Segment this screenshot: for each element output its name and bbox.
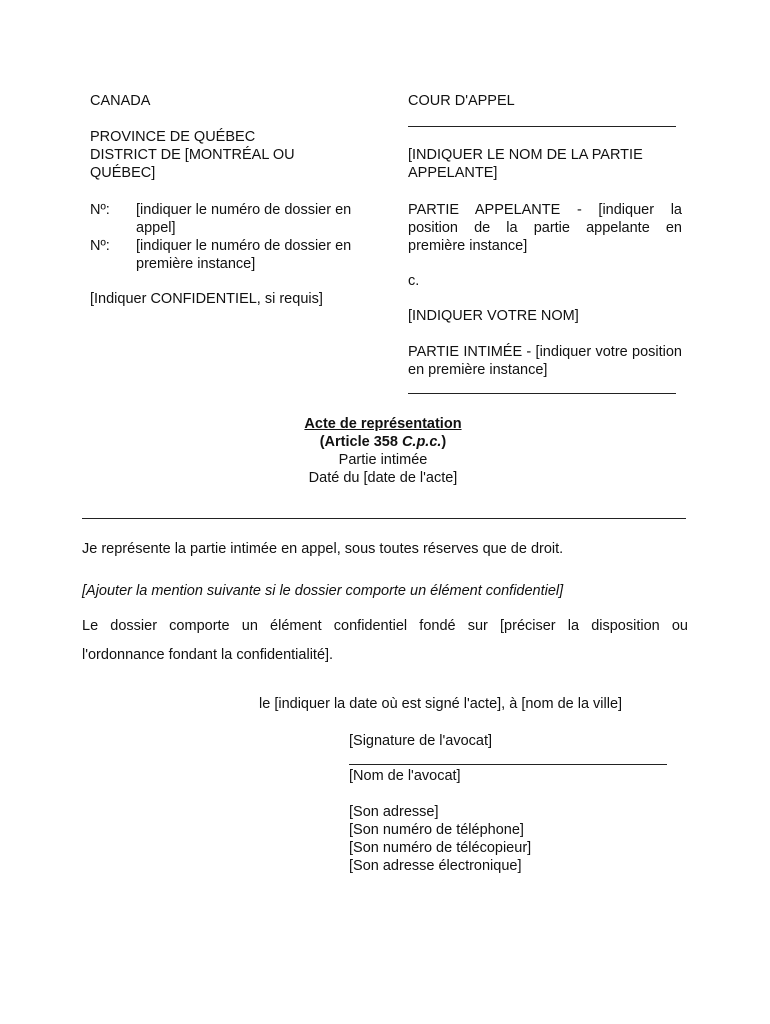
- article-code: C.p.c.: [401, 434, 442, 450]
- file-number-label: Nº:: [90, 238, 110, 254]
- article-prefix: (Article 358: [319, 434, 402, 450]
- court-name: COUR D'APPEL: [408, 93, 515, 109]
- place-and-date: le [indiquer la date où est signé l'acte], à [nom de la ville]: [259, 696, 623, 712]
- signature-placeholder: [Signature de l'avocat]: [349, 733, 493, 749]
- respondent-role: PARTIE INTIMÉE - [indiquer votre position en première instance]: [408, 344, 682, 378]
- respondent-name: [INDIQUER VOTRE NOM]: [408, 308, 579, 324]
- country-label: CANADA: [90, 93, 151, 109]
- versus-label: c.: [408, 273, 420, 289]
- province-label: PROVINCE DE QUÉBEC: [90, 129, 256, 145]
- title-separator: [82, 518, 686, 519]
- file-number-label: Nº:: [90, 202, 110, 218]
- article-reference: [0, 433, 766, 451]
- lawyer-fax: [Son numéro de télécopieur]: [349, 840, 532, 856]
- dated-label: Daté du [date de l'acte]: [308, 470, 458, 486]
- signature-line: [349, 764, 667, 765]
- party-label: Partie intimée: [338, 452, 428, 468]
- court-underline: [408, 126, 676, 127]
- lawyer-phone: [Son numéro de téléphone]: [349, 822, 524, 838]
- appellant-role: PARTIE APPELANTE - [indiquer la position de la partie appelante en première instance]: [408, 202, 682, 254]
- confidential-instruction: [Ajouter la mention suivante si le dossier comporte un élément confidentiel]: [82, 583, 564, 599]
- file-number-text: [indiquer le numéro de dossier en appel]: [136, 202, 352, 236]
- appellant-name: [INDIQUER LE NOM DE LA PARTIE APPELANTE]: [408, 147, 643, 181]
- parties-underline: [408, 393, 676, 394]
- file-number-text: [indiquer le numéro de dossier en première instance]: [136, 238, 352, 272]
- lawyer-email: [Son adresse électronique]: [349, 858, 522, 874]
- representation-statement: Je représente la partie intimée en appel, sous toutes réserves que de droit.: [82, 541, 564, 557]
- lawyer-address: [Son adresse]: [349, 804, 439, 820]
- article-suffix: ): [441, 434, 447, 450]
- appeal-file-number: [90, 201, 380, 237]
- district-label: DISTRICT DE [MONTRÉAL OU QUÉBEC]: [90, 147, 295, 181]
- first-instance-file-number: [90, 237, 380, 273]
- confidential-paragraph-line-1: Le dossier comporte un élément confidentiel fondé sur [préciser la disposition ou: [82, 618, 688, 634]
- document-title: Acte de représentation: [304, 416, 462, 432]
- confidential-note: [Indiquer CONFIDENTIEL, si requis]: [90, 291, 323, 307]
- title-block: [0, 415, 766, 487]
- confidential-paragraph-line-2: l'ordonnance fondant la confidentialité].: [82, 647, 334, 663]
- lawyer-name: [Nom de l'avocat]: [349, 768, 461, 784]
